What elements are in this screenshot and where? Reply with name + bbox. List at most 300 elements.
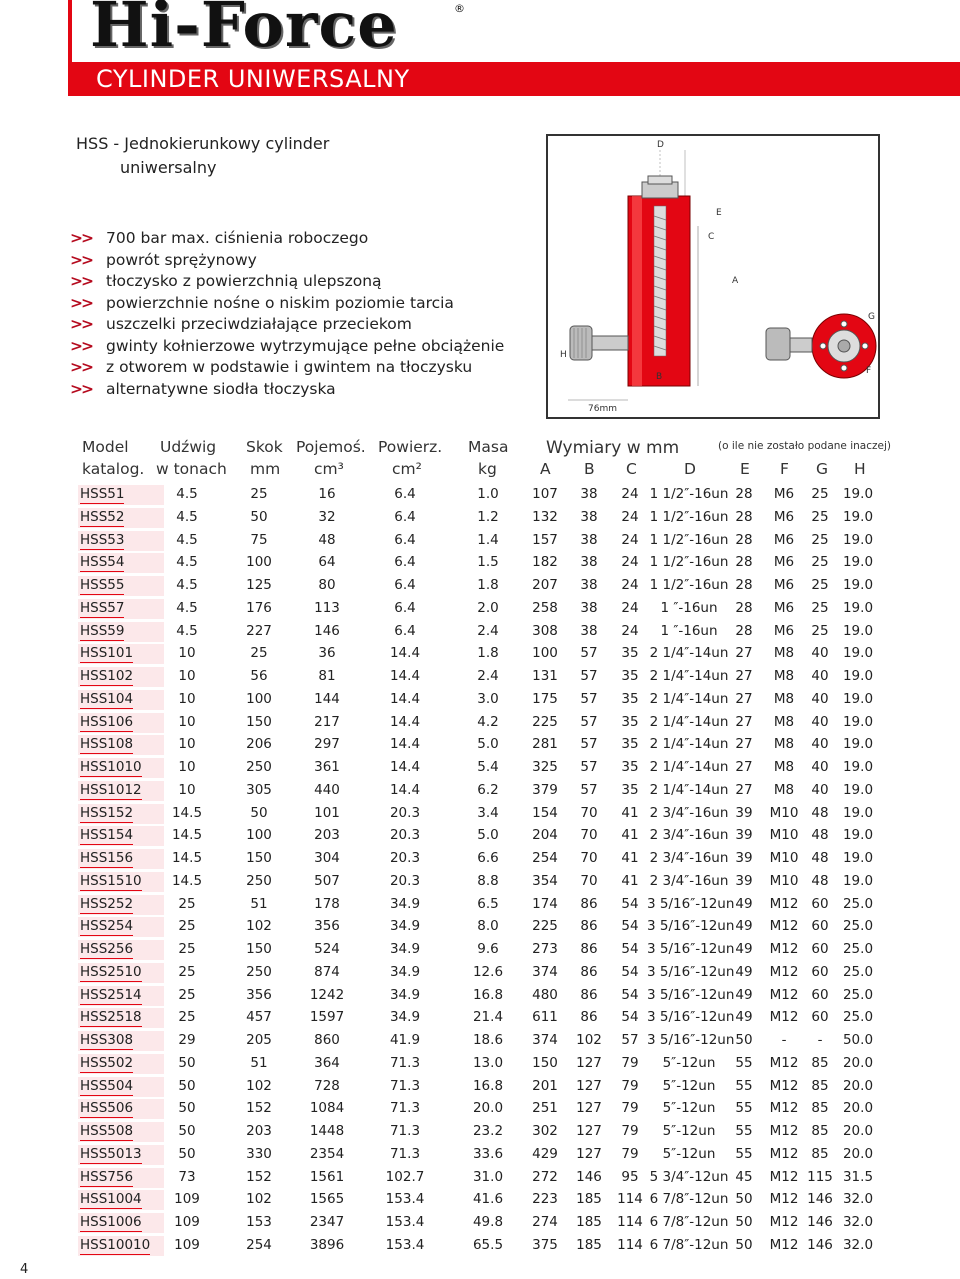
table-cell: 10 [178,759,196,775]
table-cell: 457 [246,1009,272,1026]
table-cell: 146 [314,622,340,639]
table-cell: 185 [576,1236,602,1253]
table-cell: 6 7/8″-12un [649,1191,729,1208]
table-cell: 32.0 [842,1236,874,1253]
table-cell: 54 [621,986,639,1003]
table-row [78,575,880,598]
table-cell: 254 [246,1236,272,1253]
table-cell: 34.9 [389,895,421,912]
table-cell: 3.4 [477,804,499,821]
table-cell: 102 [576,1032,602,1048]
table-cell: 14.4 [389,781,421,798]
table-cell: 38 [580,486,598,502]
table-cell: 49 [735,895,753,912]
table-cell: 19.0 [842,554,874,571]
table-cell: 1.8 [477,645,499,662]
model-cell: HSS54 [80,554,125,571]
table-cell: 223 [532,1191,558,1208]
table-cell: M12 [769,1236,799,1253]
model-cell: HSS756 [80,1168,134,1185]
chevron-right-icon: >> [70,315,92,333]
table-cell: 114 [617,1236,643,1253]
table-cell: M12 [769,963,799,980]
table-cell: 154 [532,804,558,821]
table-cell: 25.0 [842,1009,874,1026]
table-row [78,1212,880,1235]
model-cell: HSS101 [80,645,134,662]
table-cell: 55 [735,1054,753,1071]
table-cell: 25 [178,963,196,980]
table-row [78,621,880,644]
table-cell: 308 [532,622,558,639]
table-cell: 48 [811,804,829,821]
model-cell: HSS2518 [80,1009,142,1026]
table-row [78,939,880,962]
model-cell: HSS1006 [80,1214,142,1230]
table-cell: 14.4 [389,736,421,753]
table-cell: 14.4 [389,645,421,662]
label-f: F [866,366,872,376]
table-cell: 56 [250,668,268,684]
table-cell: 6.4 [394,508,416,525]
table-cell: 79 [621,1123,639,1139]
table-cell: 150 [246,713,272,730]
table-cell: 48 [811,872,829,889]
table-cell: 127 [576,1054,602,1071]
chevron-right-icon: >> [70,272,92,290]
model-cell: HSS1010 [80,759,142,775]
table-cell: 5.0 [477,827,499,844]
table-cell: 860 [314,1032,340,1048]
col-dim-d: D [684,460,696,478]
table-cell: 20.0 [472,1100,504,1117]
table-cell: 2 1/4″-14un [649,668,729,684]
table-cell: 152 [246,1168,272,1185]
table-cell: 14.5 [171,872,203,889]
table-cell: 440 [314,781,340,798]
table-cell: M6 [773,577,795,593]
table-cell: 54 [621,918,639,935]
table-cell: 18.6 [472,1032,504,1048]
page-title: CYLINDER UNIWERSALNY [96,65,410,93]
table-cell: 150 [246,850,272,866]
table-cell: 364 [314,1054,340,1071]
table-cell: 32.0 [842,1214,874,1230]
model-cell: HSS508 [80,1123,134,1139]
table-cell: 5″-12un [662,1123,716,1139]
table-cell: 354 [532,872,558,889]
table-cell: 49 [735,963,753,980]
table-cell: 19.0 [842,486,874,502]
cylinder-diagram [546,134,880,419]
col-stroke-line2: mm [250,460,281,478]
table-cell: 2.0 [477,599,499,616]
table-cell: M8 [773,668,795,684]
table-cell: 20.0 [842,1054,874,1071]
table-cell: 34.9 [389,941,421,957]
model-cell: HSS1004 [80,1191,142,1208]
table-cell: 2354 [309,1145,345,1162]
table-cell: 35 [621,690,639,707]
table-cell: 20.0 [842,1123,874,1139]
table-cell: 14.4 [389,668,421,684]
chevron-right-icon: >> [70,250,92,269]
table-cell: 19.0 [842,690,874,707]
logo-text: Hi-Force [90,0,398,61]
table-cell: 49 [735,1009,753,1026]
table-row [78,894,880,917]
table-cell: 85 [811,1077,829,1094]
table-cell: 10 [178,736,196,753]
table-row [78,1030,880,1053]
table-cell: 20.0 [842,1100,874,1117]
table-cell: 2.4 [477,668,499,684]
table-cell: M10 [769,872,799,889]
table-cell: 48 [811,850,829,866]
table-cell: 27 [735,781,753,798]
table-cell: 5″-12un [662,1100,716,1117]
table-cell: 102 [246,1191,272,1208]
table-cell: 41 [621,850,639,866]
table-row [78,1053,880,1076]
table-cell: 251 [532,1100,558,1117]
table-cell: 35 [621,759,639,775]
table-cell: 203 [246,1123,272,1139]
product-subtitle [76,132,396,180]
table-cell: - [781,1032,787,1048]
table-row [78,1098,880,1121]
table-cell: M8 [773,736,795,753]
table-cell: 38 [580,622,598,639]
table-cell: 102 [246,1077,272,1094]
table-cell: 85 [811,1100,829,1117]
table-cell: 85 [811,1145,829,1162]
model-cell: HSS104 [80,690,134,707]
table-cell: 48 [318,531,336,548]
table-cell: 325 [532,759,558,775]
table-cell: 153.4 [385,1236,425,1253]
table-cell: 203 [314,827,340,844]
table-cell: 57 [580,736,598,753]
table-cell: 49 [735,941,753,957]
table-cell: 157 [532,531,558,548]
table-cell: 49 [735,986,753,1003]
table-cell: 57 [580,690,598,707]
table-cell: 374 [532,963,558,980]
table-cell: M6 [773,554,795,571]
table-cell: M8 [773,713,795,730]
table-cell: 3 5/16″-12un [647,986,735,1003]
table-cell: 3 5/16″-12un [647,941,735,957]
table-cell: 27 [735,736,753,753]
table-cell: 34.9 [389,918,421,935]
table-cell: 34.9 [389,963,421,980]
col-dims-note: (o ile nie zostało podane inaczej) [718,440,891,452]
table-cell: M10 [769,804,799,821]
feature-item: >> gwinty kołnierzowe wytrzymujące pełne obciążenie [70,336,504,358]
table-cell: 1.5 [477,554,499,571]
table-cell: 60 [811,895,829,912]
table-cell: 27 [735,690,753,707]
table-cell: 27 [735,645,753,662]
table-cell: 1 1/2″-16un [649,577,729,593]
chevron-right-icon: >> [70,229,92,247]
table-cell: 1.2 [477,508,499,525]
table-cell: 125 [246,577,272,593]
table-cell: 48 [811,827,829,844]
table-cell: 55 [735,1123,753,1139]
table-cell: 60 [811,963,829,980]
table-row [78,530,880,553]
table-cell: M6 [773,508,795,525]
table-row [78,598,880,621]
col-dims-title: Wymiary w mm [546,438,680,458]
model-cell: HSS308 [80,1032,134,1048]
cylinder-drawing [548,136,878,417]
table-cell: 19.0 [842,508,874,525]
table-cell: 20.0 [842,1145,874,1162]
table-cell: 5″-12un [662,1077,716,1094]
col-dim-b: B [584,460,595,478]
table-cell: 20.3 [389,872,421,889]
table-cell: 28 [735,508,753,525]
table-cell: 102.7 [385,1168,425,1185]
feature-item: >> tłoczysko z powierzchnią ulepszoną [70,271,504,293]
table-cell: M12 [769,1145,799,1162]
logo-accent [68,0,72,62]
table-cell: 201 [532,1077,558,1094]
table-cell: 27 [735,713,753,730]
table-cell: 356 [246,986,272,1003]
table-cell: 16 [318,486,336,502]
table-cell: 4.5 [176,577,198,593]
table-cell: 6.4 [394,622,416,639]
table-cell: 10 [178,668,196,684]
table-cell: 25 [811,599,829,616]
table-cell: 70 [580,850,598,866]
table-cell: 54 [621,963,639,980]
table-cell: 1 1/2″-16un [649,508,729,525]
table-cell: 39 [735,827,753,844]
table-cell: 254 [532,850,558,866]
table-cell: 1084 [309,1100,345,1117]
col-dim-h: H [854,460,866,478]
brand-logo [68,0,960,62]
table-cell: 79 [621,1100,639,1117]
table-cell: 27 [735,759,753,775]
table-cell: 25.0 [842,963,874,980]
table-cell: 38 [580,531,598,548]
table-cell: 23.2 [472,1123,504,1139]
table-cell: 57 [580,713,598,730]
table-cell: 127 [576,1077,602,1094]
feature-item: >> uszczelki przeciwdziałające przeciekom [70,314,504,336]
table-cell: 41 [621,872,639,889]
table-cell: 874 [314,963,340,980]
table-cell: 2 1/4″-14un [649,736,729,753]
table-cell: 1 ″-16un [660,622,718,639]
label-e: E [716,208,722,218]
table-cell: 81 [318,668,336,684]
label-a: A [732,276,739,286]
table-row [78,1235,880,1258]
table-cell: 25.0 [842,895,874,912]
feature-item: >> 700 bar max. ciśnienia roboczego [70,228,504,250]
table-cell: 32 [318,508,336,525]
table-cell: 100 [532,645,558,662]
label-b: B [656,372,663,382]
table-cell: 6 7/8″-12un [649,1214,729,1230]
table-cell: 40 [811,645,829,662]
table-cell: 85 [811,1123,829,1139]
label-h: H [560,350,567,360]
table-cell: 207 [532,577,558,593]
table-cell: 304 [314,850,340,866]
table-cell: 109 [174,1236,200,1253]
table-cell: 1.0 [477,486,499,502]
table-cell: 205 [246,1032,272,1048]
table-cell: M6 [773,622,795,639]
table-cell: 3 5/16″-12un [647,1009,735,1026]
table-cell: 273 [532,941,558,957]
table-cell: 19.0 [842,531,874,548]
table-cell: 40 [811,668,829,684]
table-cell: 24 [621,508,639,525]
table-cell: 25 [250,486,268,502]
table-row [78,1189,880,1212]
page-number: 4 [20,1262,29,1277]
table-cell: 2 3/4″-16un [649,804,729,821]
table-cell: 2 1/4″-14un [649,759,729,775]
table-cell: 480 [532,986,558,1003]
model-cell: HSS5013 [80,1145,142,1162]
table-cell: 25 [178,941,196,957]
table-cell: 20.0 [842,1077,874,1094]
table-cell: 153 [246,1214,272,1230]
table-cell: 25 [178,918,196,935]
table-cell: 113 [314,599,340,616]
table-cell: 4.2 [477,713,499,730]
table-cell: 41.6 [472,1191,504,1208]
table-cell: 5″-12un [662,1054,716,1071]
table-cell: 507 [314,872,340,889]
chevron-right-icon: >> [70,379,92,398]
feature-list [70,228,504,400]
table-cell: 146 [807,1191,833,1208]
table-cell: M12 [769,1077,799,1094]
table-cell: 29 [178,1032,196,1048]
table-cell: 38 [580,599,598,616]
feature-item: >> alternatywne siodła tłoczyska [70,379,504,401]
table-cell: M12 [769,941,799,957]
table-cell: 24 [621,531,639,548]
table-cell: M12 [769,1214,799,1230]
table-cell: 50 [735,1236,753,1253]
table-cell: 65.5 [472,1236,504,1253]
table-cell: 2.4 [477,622,499,639]
table-cell: 2 3/4″-16un [649,827,729,844]
table-row [78,848,880,871]
table-cell: 19.0 [842,827,874,844]
table-cell: M8 [773,781,795,798]
table-row [78,916,880,939]
table-cell: 86 [580,1009,598,1026]
table-cell: 101 [314,804,340,821]
col-model-line2: katalog. [82,460,145,478]
table-cell: 75 [250,531,268,548]
col-stroke-line1: Skok [246,438,283,456]
table-cell: 250 [246,872,272,889]
table-cell: 2 3/4″-16un [649,872,729,889]
table-cell: 3 5/16″-12un [647,918,735,935]
table-cell: 6.4 [394,599,416,616]
table-row [78,780,880,803]
subtitle-line-1: HSS - Jednokierunkowy cylinder [76,134,330,153]
table-cell: 40 [811,781,829,798]
table-cell: M12 [769,1191,799,1208]
table-cell: 71.3 [389,1077,421,1094]
table-cell: 330 [246,1145,272,1162]
col-capacity-line1: Udźwig [160,438,217,456]
table-cell: 34.9 [389,986,421,1003]
table-cell: 109 [174,1191,200,1208]
table-cell: 86 [580,986,598,1003]
table-cell: M10 [769,850,799,866]
table-cell: 36 [318,645,336,662]
table-cell: 73 [178,1168,196,1185]
model-cell: HSS254 [80,918,134,935]
table-cell: 524 [314,941,340,957]
table-row [78,1144,880,1167]
chevron-right-icon: >> [70,358,92,376]
page-header [68,62,960,96]
table-cell: 4.5 [176,508,198,525]
table-cell: 185 [576,1191,602,1208]
table-row [78,1076,880,1099]
table-cell: 86 [580,941,598,957]
table-cell: 38 [580,508,598,525]
table-cell: 64 [318,554,336,571]
table-cell: 50 [178,1123,196,1139]
model-cell: HSS1510 [80,872,142,889]
chevron-right-icon: >> [70,336,92,355]
table-cell: M10 [769,827,799,844]
table-cell: 14.5 [171,827,203,844]
table-cell: 19.0 [842,645,874,662]
table-cell: 107 [532,486,558,502]
table-cell: 100 [246,554,272,571]
col-dim-e: E [740,460,750,478]
table-cell: 12.6 [472,963,504,980]
col-area-line2: cm² [392,460,422,478]
table-cell: 131 [532,668,558,684]
table-cell: 8.0 [477,918,499,935]
col-model-line1: Model [82,438,129,456]
table-cell: 611 [532,1009,558,1026]
model-cell: HSS154 [80,827,134,844]
model-cell: HSS156 [80,850,134,866]
table-cell: 35 [621,781,639,798]
table-cell: 25 [178,986,196,1003]
table-cell: 35 [621,668,639,684]
table-cell: 6.4 [394,531,416,548]
table-row [78,962,880,985]
model-cell: HSS52 [80,508,125,525]
table-cell: 3 5/16″-12un [647,895,735,912]
table-cell: 375 [532,1236,558,1253]
table-cell: 41.9 [389,1032,421,1048]
table-cell: 3.0 [477,690,499,707]
